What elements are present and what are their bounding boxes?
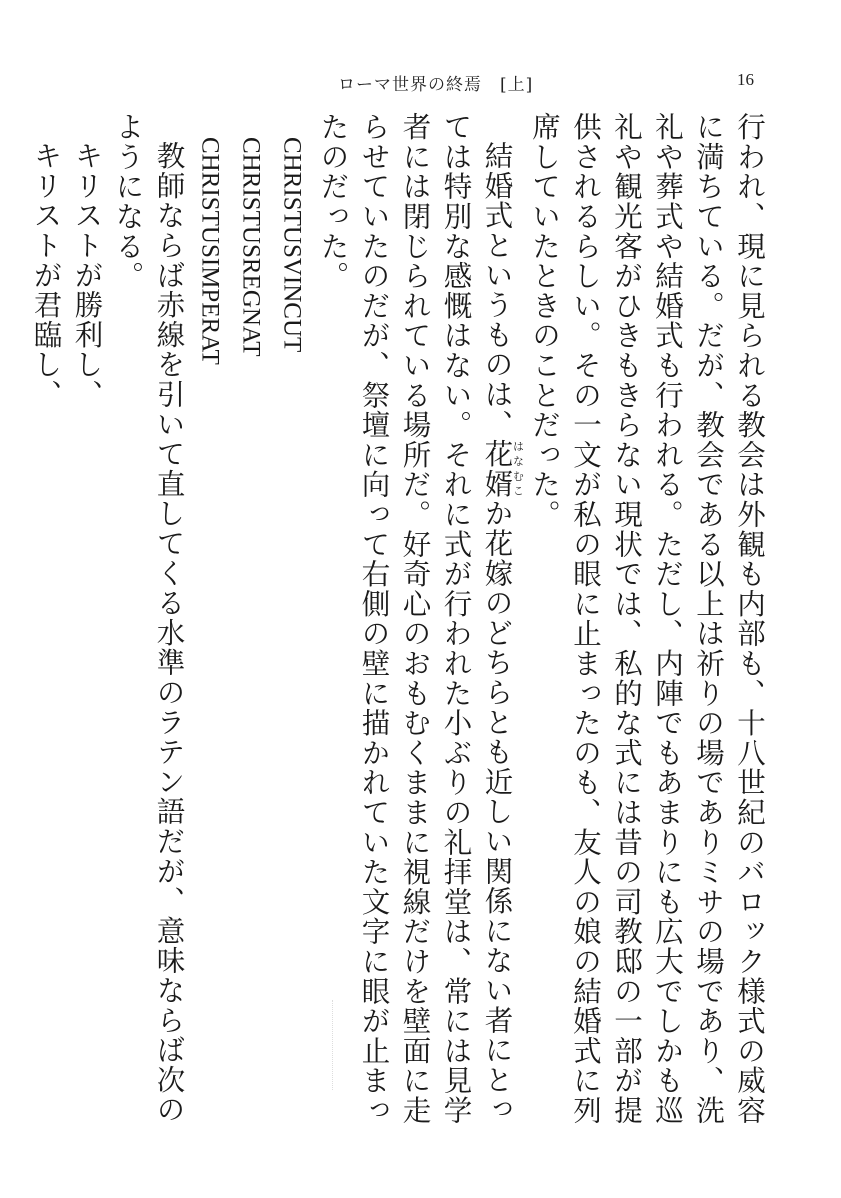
paragraph-3: 教師ならば赤線を引いて直してくる水準のラテン語だが、意味ならば次のようになる。 — [111, 112, 186, 1124]
translation-line-1: キリストが勝利し、 — [70, 140, 104, 409]
latin-line-2 — [231, 112, 272, 1132]
running-header-title: ローマ世界の終焉 [上] — [338, 75, 534, 95]
latin-word: CHRISTUS — [196, 137, 224, 258]
scan-artifact-line — [332, 1000, 334, 1090]
latin-word: VINCUT — [278, 257, 306, 353]
ruby-reading: はなむこ — [511, 438, 525, 499]
latin-word: REGNAT — [237, 257, 265, 357]
latin-word: IMPERAT — [196, 257, 224, 365]
latin-line-1 — [272, 112, 313, 1132]
latin-line-3 — [190, 112, 231, 1132]
paragraph-2-part-b: か花嫁のどちらとも近しい関係にない者にとっては特別な感慨はない。それに式が行われた小ぶりの礼拝堂は、常には見学者には閉じられている場所だ。好奇心のおもむくままに視線だけを壁面に走らせていたのだが、祭壇に向って右側の壁に描かれていた文字に眼が止まったのだった。 — [316, 112, 514, 1126]
latin-word: CHRISTUS — [278, 137, 306, 258]
translation-line-2: キリストが君臨し、 — [29, 140, 63, 409]
paragraph-1: 行われ、現に見られる教会は外観も内部も、十八世紀のバロック様式の威容に満ちている。だが、教会である以上は祈りの場でありミサの場であり、洗礼や葬式や結婚式も行われる。ただし、内陣でもあまりにも広大でしかも巡礼や観光客がひきもきらない現状では、私的な式には昔の司教邸の一部が提供されるらしい。その一文が私の眼に止まったのも、友人の娘の結婚式に列席していたときのことだった。 — [528, 112, 766, 1126]
ruby-hanamuko — [480, 438, 525, 499]
vertical-text-body — [29, 112, 770, 1132]
ruby-base: 花婿 — [480, 438, 514, 499]
paragraph-2 — [313, 112, 525, 1132]
latin-word: CHRISTUS — [237, 137, 265, 258]
paragraph-2-part-a: 結婚式というものは、 — [480, 140, 514, 439]
page-number: 16 — [737, 70, 754, 89]
